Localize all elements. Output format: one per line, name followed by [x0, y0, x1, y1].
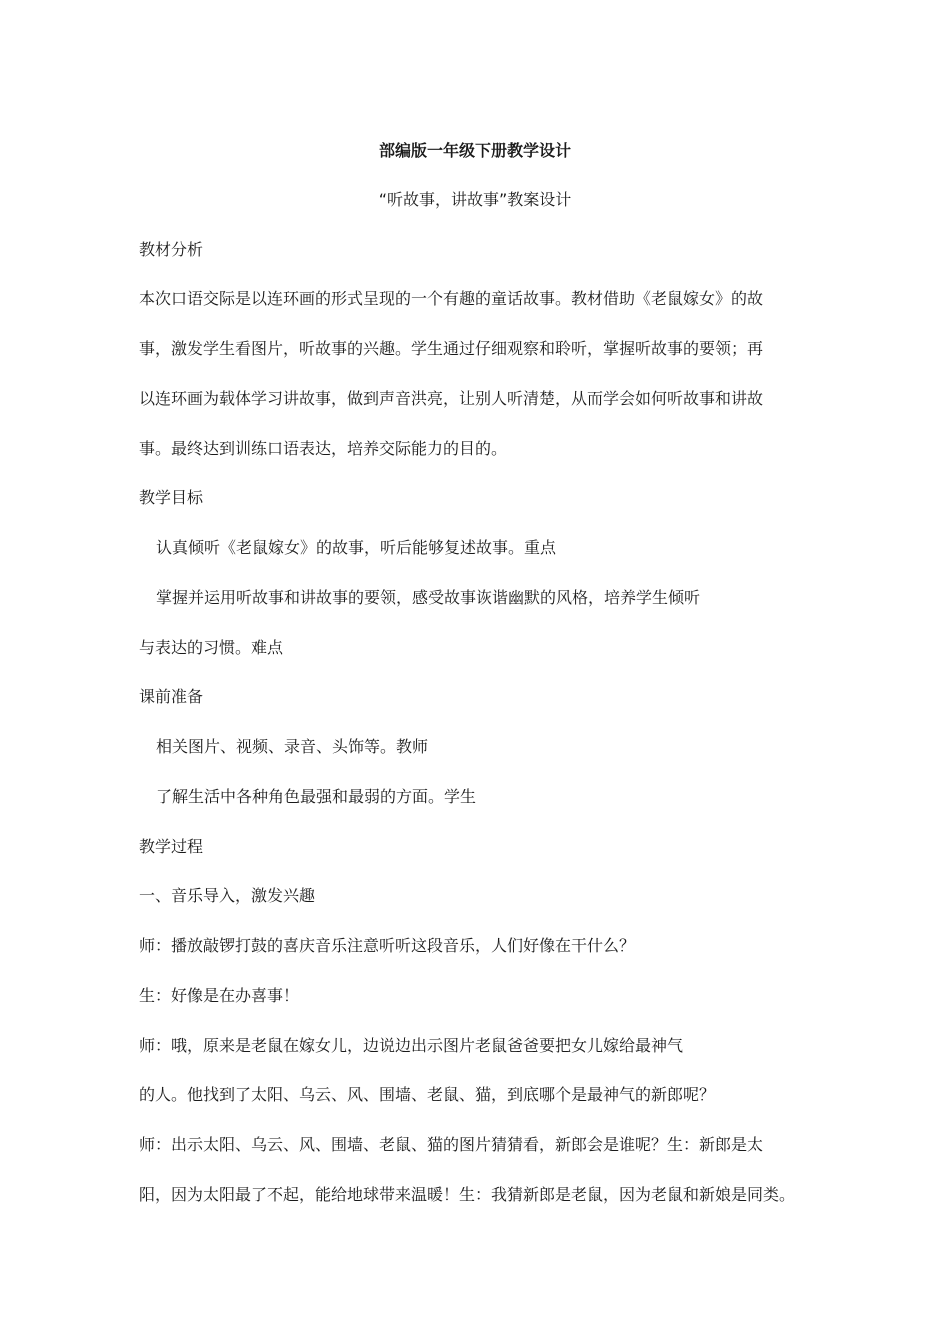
section-heading-preparation: 课前准备 [139, 687, 204, 706]
paragraph-line: 相关图片、视频、录音、头饰等。教师 [156, 737, 429, 756]
dialogue-line: 师：出示太阳、乌云、风、围墙、老鼠、猫的图片猜猜看，新郎会是谁呢？生：新郎是太 [139, 1135, 764, 1154]
paragraph-line: 掌握并运用听故事和讲故事的要领，感受故事诙谐幽默的风格，培养学生倾听 [156, 588, 701, 607]
paragraph-line: 以连环画为载体学习讲故事，做到声音洪亮，让别人听清楚，从而学会如何听故事和讲故 [139, 389, 764, 408]
dialogue-line: 师：播放敲锣打鼓的喜庆音乐注意听听这段音乐，人们好像在干什么？ [139, 936, 636, 955]
paragraph-line: 与表达的习惯。难点 [139, 638, 284, 657]
dialogue-line: 师：哦，原来是老鼠在嫁女儿，边说边出示图片老鼠爸爸要把女儿嫁给最神气 [139, 1036, 684, 1055]
paragraph-line: 了解生活中各种角色最强和最弱的方面。学生 [156, 787, 477, 806]
section-heading-textbook-analysis: 教材分析 [139, 240, 204, 259]
section-heading-teaching-process: 教学过程 [139, 837, 204, 856]
dialogue-line: 阳，因为太阳最了不起，能给地球带来温暖！生：我猜新郎是老鼠，因为老鼠和新娘是同类。 [139, 1185, 796, 1204]
document-title: 部编版一年级下册教学设计 [378, 141, 571, 160]
paragraph-line: 本次口语交际是以连环画的形式呈现的一个有趣的童话故事。教材借助《老鼠嫁女》的故 [139, 289, 764, 308]
subsection-heading: 一、音乐导入，激发兴趣 [139, 886, 316, 905]
dialogue-line: 生：好像是在办喜事！ [139, 986, 300, 1005]
paragraph-line: 事。最终达到训练口语表达，培养交际能力的目的。 [139, 439, 508, 458]
paragraph-line: 认真倾听《老鼠嫁女》的故事，听后能够复述故事。重点 [156, 538, 557, 557]
dialogue-line: 的人。他找到了太阳、乌云、风、围墙、老鼠、猫，到底哪个是最神气的新郎呢？ [139, 1085, 716, 1104]
section-heading-teaching-goals: 教学目标 [139, 488, 204, 507]
document-subtitle: “听故事，讲故事”教案设计 [378, 190, 572, 209]
paragraph-line: 事，激发学生看图片，听故事的兴趣。学生通过仔细观察和聆听，掌握听故事的要领；再 [139, 339, 764, 358]
